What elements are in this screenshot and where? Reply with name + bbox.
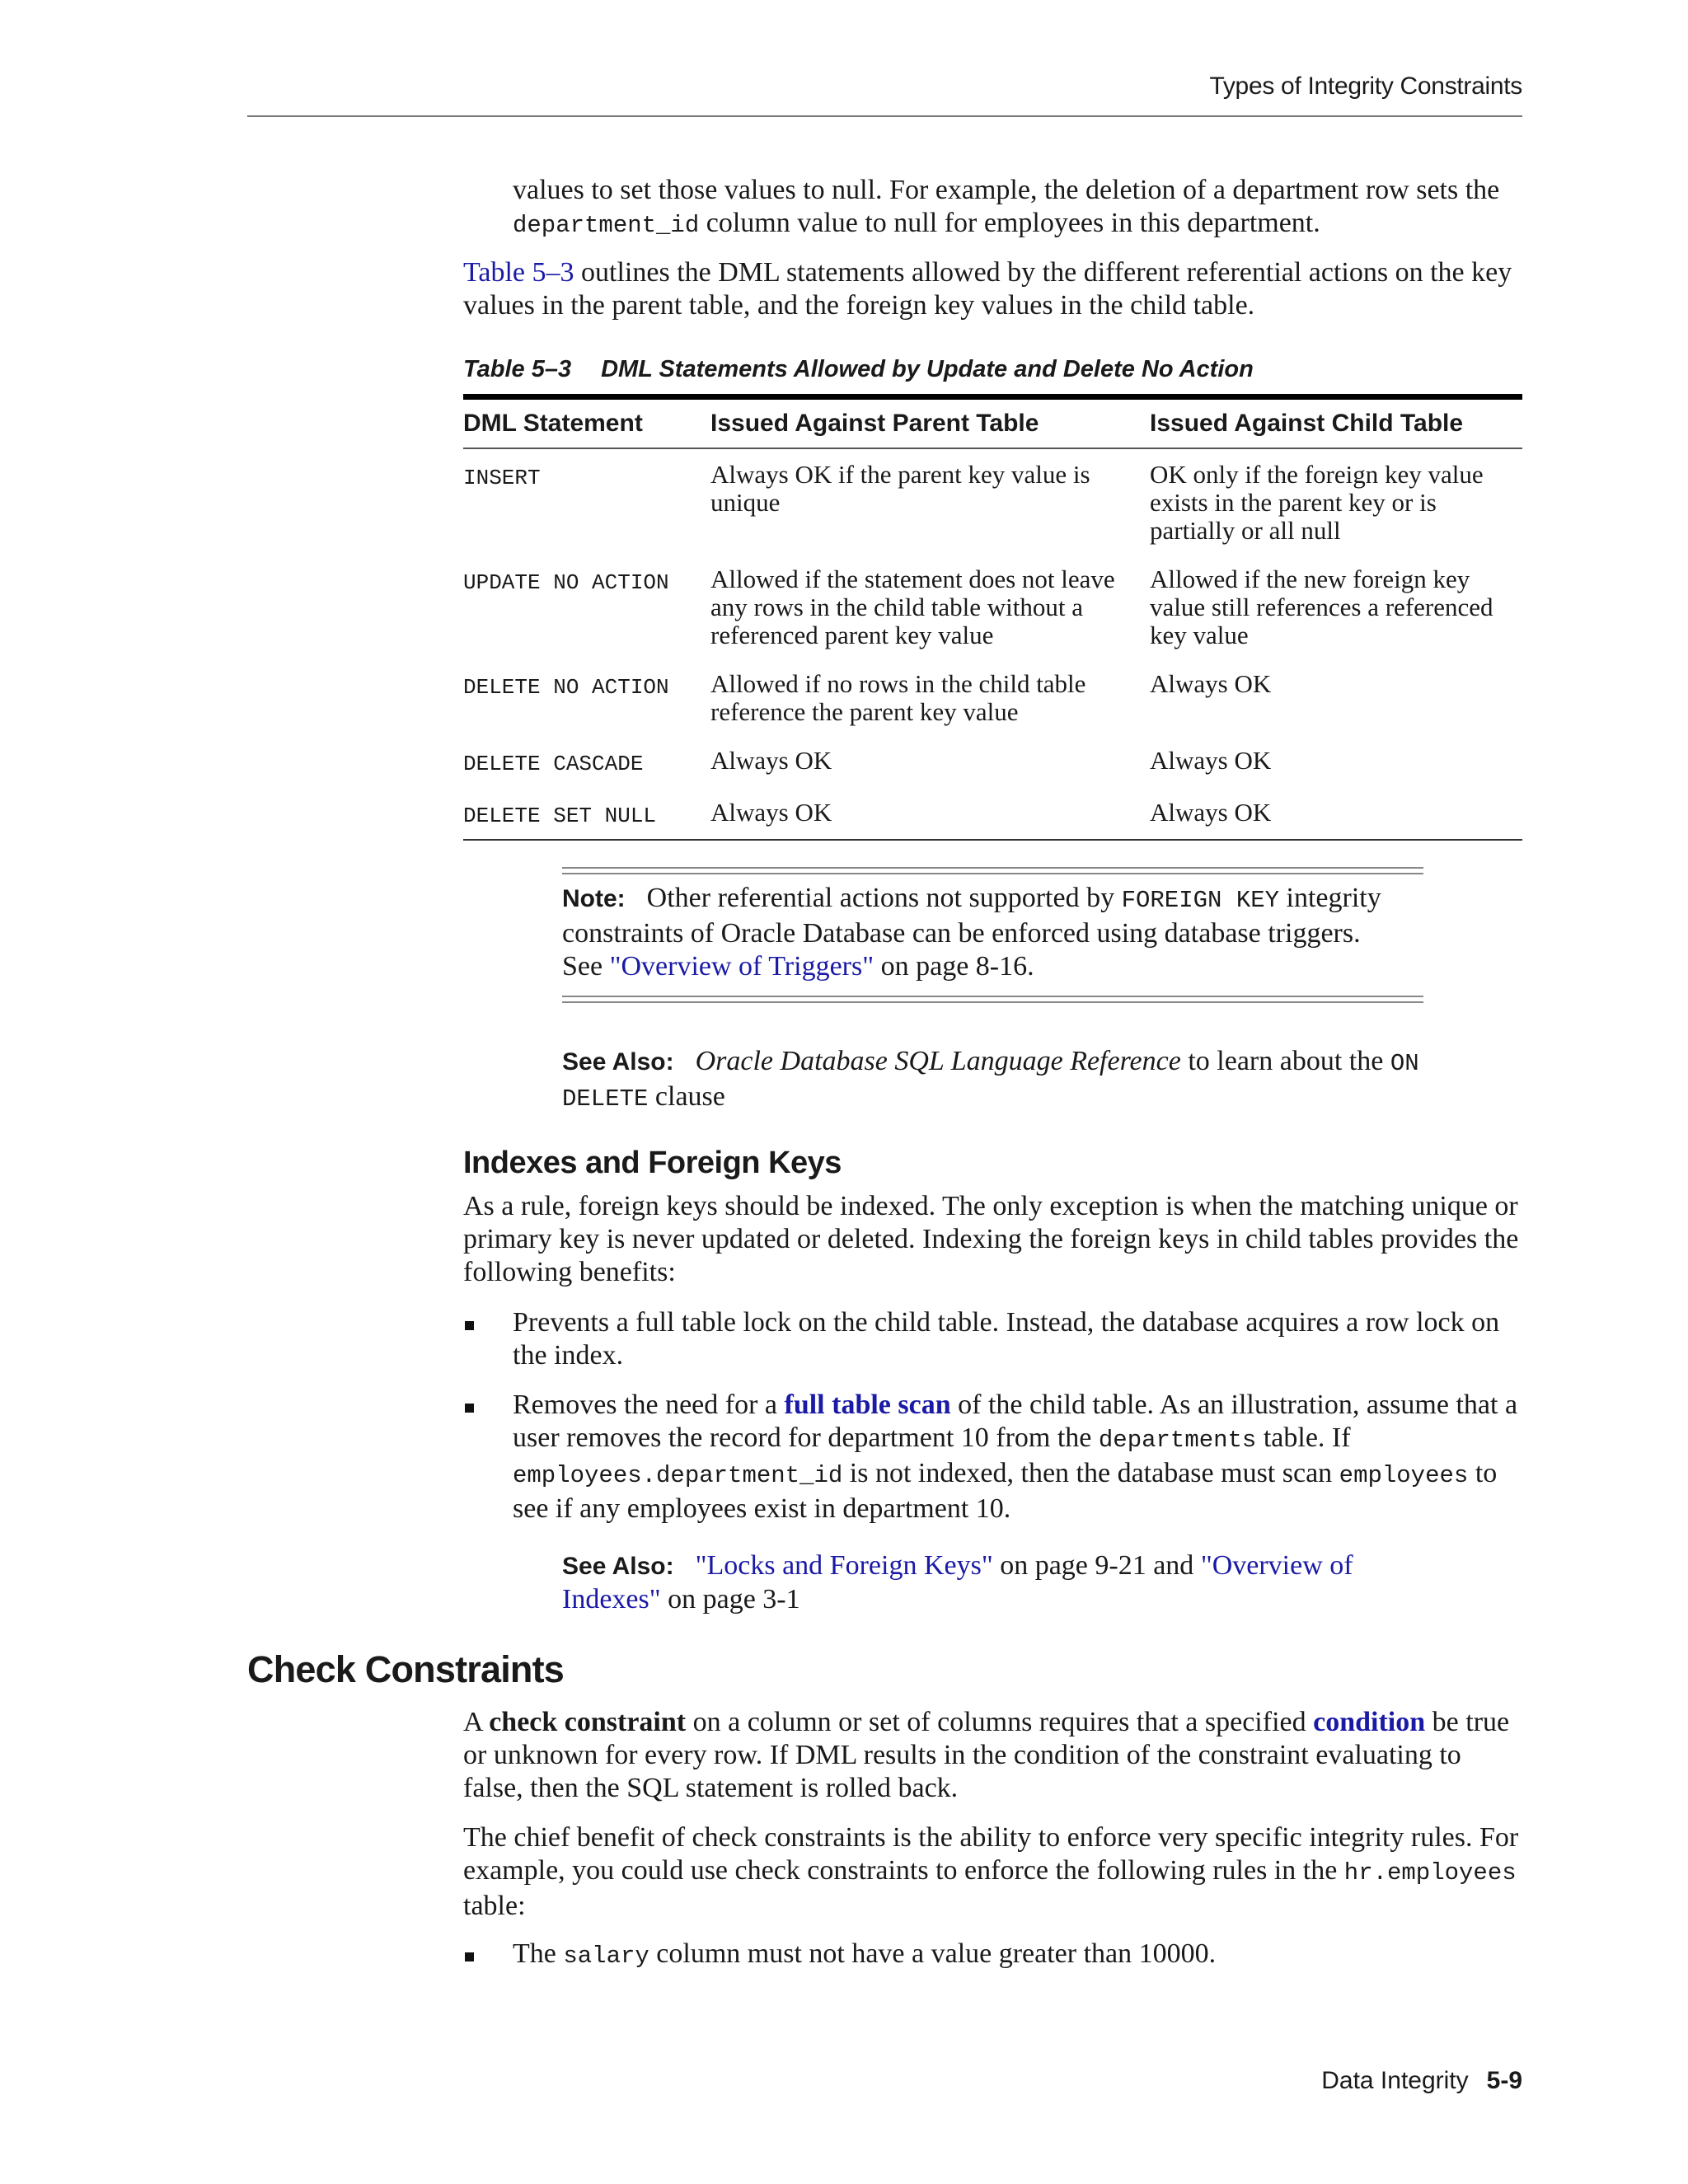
bullet-text: Removes the need for a — [513, 1390, 785, 1420]
table-reference-paragraph — [463, 256, 1526, 322]
note-text: integrity constraints of Oracle Database can be enforced using database triggers. See — [562, 883, 1381, 982]
table-row — [463, 658, 1522, 735]
table-header-row — [463, 397, 1522, 449]
note-top-rule — [562, 867, 1423, 874]
overview-of-triggers-link[interactable]: "Overview of Triggers" — [609, 951, 874, 982]
intro-code: department_id — [513, 212, 700, 239]
bullet-item-full-scan — [513, 1389, 1526, 1526]
table-row — [463, 787, 1522, 840]
column-header: Issued Against Child Table — [1150, 397, 1522, 449]
see-also-label: See Also: — [562, 1048, 674, 1076]
check-benefit-paragraph — [463, 1821, 1526, 1923]
note-text: on page 8-16. — [874, 951, 1034, 982]
paragraph-text: on a column or set of columns requires that a specified — [686, 1707, 1314, 1737]
see-also-locks-indexes — [562, 1549, 1423, 1616]
see-also-label: See Also: — [562, 1553, 674, 1580]
full-table-scan-link[interactable]: full table scan — [784, 1390, 951, 1420]
table-5-3-link[interactable]: Table 5–3 — [463, 257, 574, 288]
inline-code: employees.department_id — [513, 1462, 843, 1489]
inline-code: employees — [1339, 1462, 1469, 1489]
intro-text: values to set those values to null. For example, the deletion of a department row sets the — [513, 175, 1500, 205]
check-constraint-term: check constraint — [489, 1707, 687, 1737]
table-caption — [463, 356, 1254, 383]
paragraph-text: table: — [463, 1891, 526, 1921]
bullet-item-table-lock: Prevents a full table lock on the child table. Instead, the database acquires a row lock on the index. — [513, 1307, 1500, 1371]
table-cell-statement: DELETE SET NULL — [463, 787, 710, 840]
note-text: Other referential actions not supported by — [646, 883, 1122, 913]
paragraph-text: A — [463, 1707, 490, 1737]
book-title: Oracle Database SQL Language Reference — [695, 1046, 1181, 1076]
table-cell-statement: DELETE NO ACTION — [463, 675, 669, 700]
header-rule — [247, 115, 1522, 117]
note-bottom-rule — [562, 996, 1423, 1003]
table-cell: Always OK if the parent key value is unique — [710, 460, 1090, 517]
condition-link[interactable]: condition — [1313, 1707, 1426, 1737]
bullet-item-salary — [513, 1938, 1526, 1973]
bullet-icon — [465, 1321, 474, 1330]
note-code: FOREIGN KEY — [1121, 887, 1280, 914]
bullet-icon — [465, 1952, 474, 1961]
table-row — [463, 448, 1522, 554]
table-cell: Allowed if the new foreign key value still references a referenced key value — [1150, 565, 1493, 649]
table-caption-number: Table 5–3 — [463, 356, 572, 382]
bullet-icon — [465, 1404, 474, 1413]
table-caption-title: DML Statements Allowed by Update and Delete No Action — [601, 356, 1254, 382]
intro-paragraph — [513, 174, 1526, 242]
table-row — [463, 554, 1522, 658]
note-label: Note: — [562, 885, 626, 912]
table-cell: Always OK — [710, 787, 1150, 840]
check-constraints-heading: Check Constraints — [247, 1648, 564, 1690]
inline-code: departments — [1098, 1427, 1257, 1454]
table-cell-statement: INSERT — [463, 466, 541, 490]
bullet-text: table. If — [1256, 1422, 1351, 1453]
bullet-text: of the child table. As an illustration, assume that a user removes the record for department 10 from the — [513, 1390, 1518, 1453]
page-footer — [1321, 2067, 1522, 2095]
inline-code: salary — [563, 1943, 649, 1970]
table-cell-statement: DELETE CASCADE — [463, 752, 644, 776]
table-cell: Always OK — [1150, 746, 1272, 775]
table-row — [463, 735, 1522, 787]
table-cell: Always OK — [710, 746, 832, 775]
see-also-text: on page 3-1 — [660, 1584, 800, 1615]
table-reference-text: outlines the DML statements allowed by the different referential actions on the key values in the parent table, and the foreign key values in the child table. — [463, 257, 1512, 321]
see-also-text: to learn about the — [1180, 1046, 1390, 1076]
table-cell: OK only if the foreign key value exists in the parent key or is partially or all null — [1150, 460, 1484, 545]
column-header: Issued Against Parent Table — [710, 397, 1150, 449]
indexes-paragraph: As a rule, foreign keys should be indexed. The only exception is when the matching unique or primary key is never updated or deleted. Indexing the foreign keys in child tables provides the following benefits: — [463, 1191, 1519, 1287]
table-cell: Always OK — [1150, 669, 1272, 698]
table-cell-statement: UPDATE NO ACTION — [463, 570, 669, 595]
paragraph-text: be true or unknown for every row. If DML results in the condition of the constraint evaluating to false, then the SQL statement is rolled back. — [463, 1707, 1510, 1803]
inline-code: hr.employees — [1343, 1859, 1517, 1886]
note-box — [562, 882, 1386, 983]
bullet-text: to see if any employees exist in department 10. — [513, 1458, 1498, 1524]
footer-chapter: Data Integrity — [1321, 2067, 1469, 2094]
column-header: DML Statement — [463, 397, 710, 449]
footer-page-number: 5-9 — [1486, 2067, 1522, 2094]
dml-statements-table — [463, 394, 1522, 841]
bullet-text: The — [513, 1938, 564, 1969]
running-header: Types of Integrity Constraints — [1209, 73, 1522, 100]
paragraph-text: The chief benefit of check constraints is the ability to enforce very specific integrity rules. For example, you could use check constraints to enforce the following rules in the — [463, 1822, 1519, 1886]
overview-of-indexes-link[interactable]: "Overview of Indexes" — [562, 1550, 1353, 1615]
bullet-text: column must not have a value greater than 10000. — [649, 1938, 1217, 1969]
table-cell: Allowed if no rows in the child table reference the parent key value — [710, 669, 1086, 726]
check-constraint-paragraph — [463, 1706, 1526, 1805]
intro-text-end: column value to null for employees in this department. — [699, 208, 1320, 238]
locks-and-foreign-keys-link[interactable]: "Locks and Foreign Keys" — [695, 1550, 993, 1581]
table-cell: Always OK — [1150, 787, 1522, 840]
table-cell: Allowed if the statement does not leave any rows in the child table without a referenced parent key value — [710, 565, 1115, 649]
see-also-code: ON DELETE — [562, 1050, 1419, 1113]
see-also-sql-reference — [562, 1045, 1423, 1116]
bullet-text: is not indexed, then the database must scan — [842, 1458, 1339, 1488]
see-also-text: clause — [648, 1081, 725, 1112]
see-also-text: on page 9-21 and — [992, 1550, 1201, 1581]
indexes-foreign-keys-heading: Indexes and Foreign Keys — [463, 1146, 842, 1180]
